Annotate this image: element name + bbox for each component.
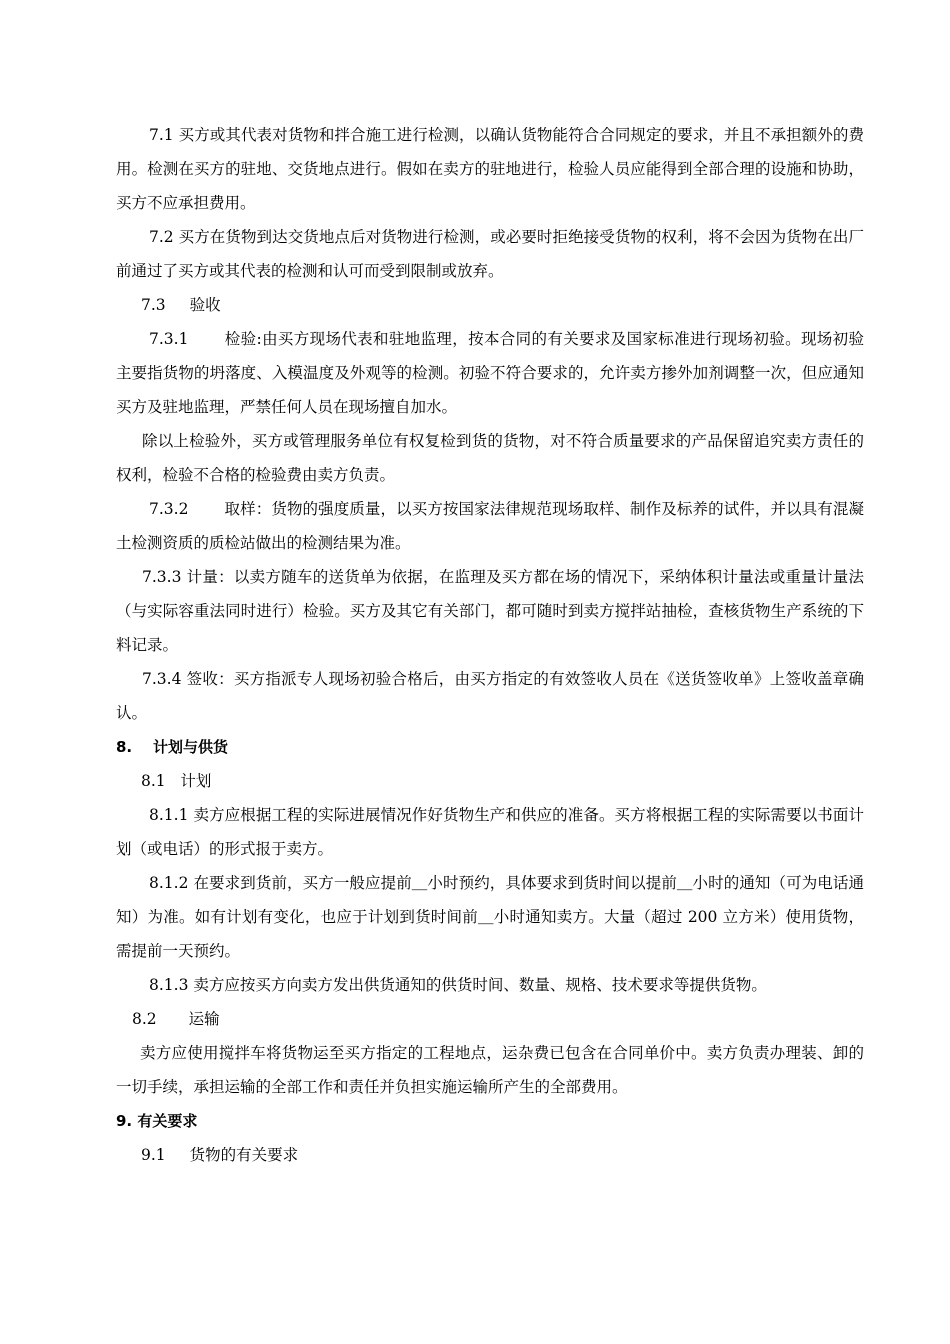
paragraph-7-3-3: 7.3.3 计量：以卖方随车的送货单为依据，在监理及买方都在场的情况下，采纳体积计量法或重量计量法（与实际容重法同时进行）检验。买方及其它有关部门，都可随时到卖方搅拌站抽检，查核货物生产系统的下料记录。 [116,568,864,654]
heading-9-1-title: 货物的有关要求 [189,1146,299,1164]
paragraph-8-1-3: 8.1.3 卖方应按买方向卖方发出供货通知的供货时间、数量、规格、技术要求等提供货物。 [149,976,767,994]
heading-8: 8. 计划与供货 [116,738,229,756]
heading-9-1 [116,1138,864,1172]
paragraph-8-1-1: 8.1.1 卖方应根据工程的实际进展情况作好货物生产和供应的准备。买方将根据工程的实际需要以书面计划（或电话）的形式报于卖方。 [116,806,864,858]
heading-9: 9. 有关要求 [116,1112,198,1130]
heading-9-1-number: 9.1 [141,1146,166,1164]
heading-8-2-title: 运输 [188,1010,220,1028]
heading-8-2 [116,1002,864,1036]
document-body [116,118,864,1172]
paragraph-7-1: 7.1 买方或其代表对货物和拌合施工进行检测，以确认货物能符合合同规定的要求，并且不承担额外的费用。检测在买方的驻地、交货地点进行。假如在卖方的驻地进行，检验人员应能得到全部合理的设施和协助，买方不应承担费用。 [116,126,864,212]
heading-7-3-title: 验收 [189,296,221,314]
paragraph-7-3-1-text: 检验:由买方现场代表和驻地监理，按本合同的有关要求及国家标准进行现场初验。现场初验主要指货物的坍落度、入模温度及外观等的检测。初验不符合要求的，允许卖方掺外加剂调整一次，但应通知买方及驻地监理，严禁任何人员在现场擅自加水。 [116,330,864,416]
paragraph-8-2: 卖方应使用搅拌车将货物运至买方指定的工程地点，运杂费已包含在合同单价中。卖方负责办理装、卸的一切手续，承担运输的全部工作和责任并负担实施运输所产生的全部费用。 [116,1044,864,1096]
paragraph-7-3-4: 7.3.4 签收：买方指派专人现场初验合格后，由买方指定的有效签收人员在《送货签收单》上签收盖章确认。 [116,670,864,722]
heading-8-1: 8.1 计划 [141,772,212,790]
paragraph-7-3-2-text: 取样：货物的强度质量，以买方按国家法律规范现场取样、制作及标养的试件，并以具有混凝土检测资质的质检站做出的检测结果为准。 [116,500,864,552]
heading-7-3-number: 7.3 [141,296,166,314]
paragraph-7-3-2-number: 7.3.2 [149,500,189,518]
paragraph-7-3-1-number: 7.3.1 [149,330,189,348]
heading-7-3 [116,288,864,322]
heading-8-2-number: 8.2 [132,1010,157,1028]
paragraph-7-3-2 [116,492,864,560]
paragraph-8-1-2: 8.1.2 在要求到货前，买方一般应提前＿小时预约，具体要求到货时间以提前＿小时的通知（可为电话通知）为准。如有计划有变化，也应于计划到货时间前＿小时通知卖方。大量（超过 200 立方米）使用货物，需提前一天预约。 [116,874,864,960]
paragraph-7-3-1 [116,322,864,424]
paragraph-7-2: 7.2 买方在货物到达交货地点后对货物进行检测，或必要时拒绝接受货物的权利，将不会因为货物在出厂前通过了买方或其代表的检测和认可而受到限制或放弃。 [116,228,864,280]
paragraph-7-3-1-extra: 除以上检验外，买方或管理服务单位有权复检到货的货物，对不符合质量要求的产品保留追究卖方责任的权利，检验不合格的检验费由卖方负责。 [116,432,864,484]
